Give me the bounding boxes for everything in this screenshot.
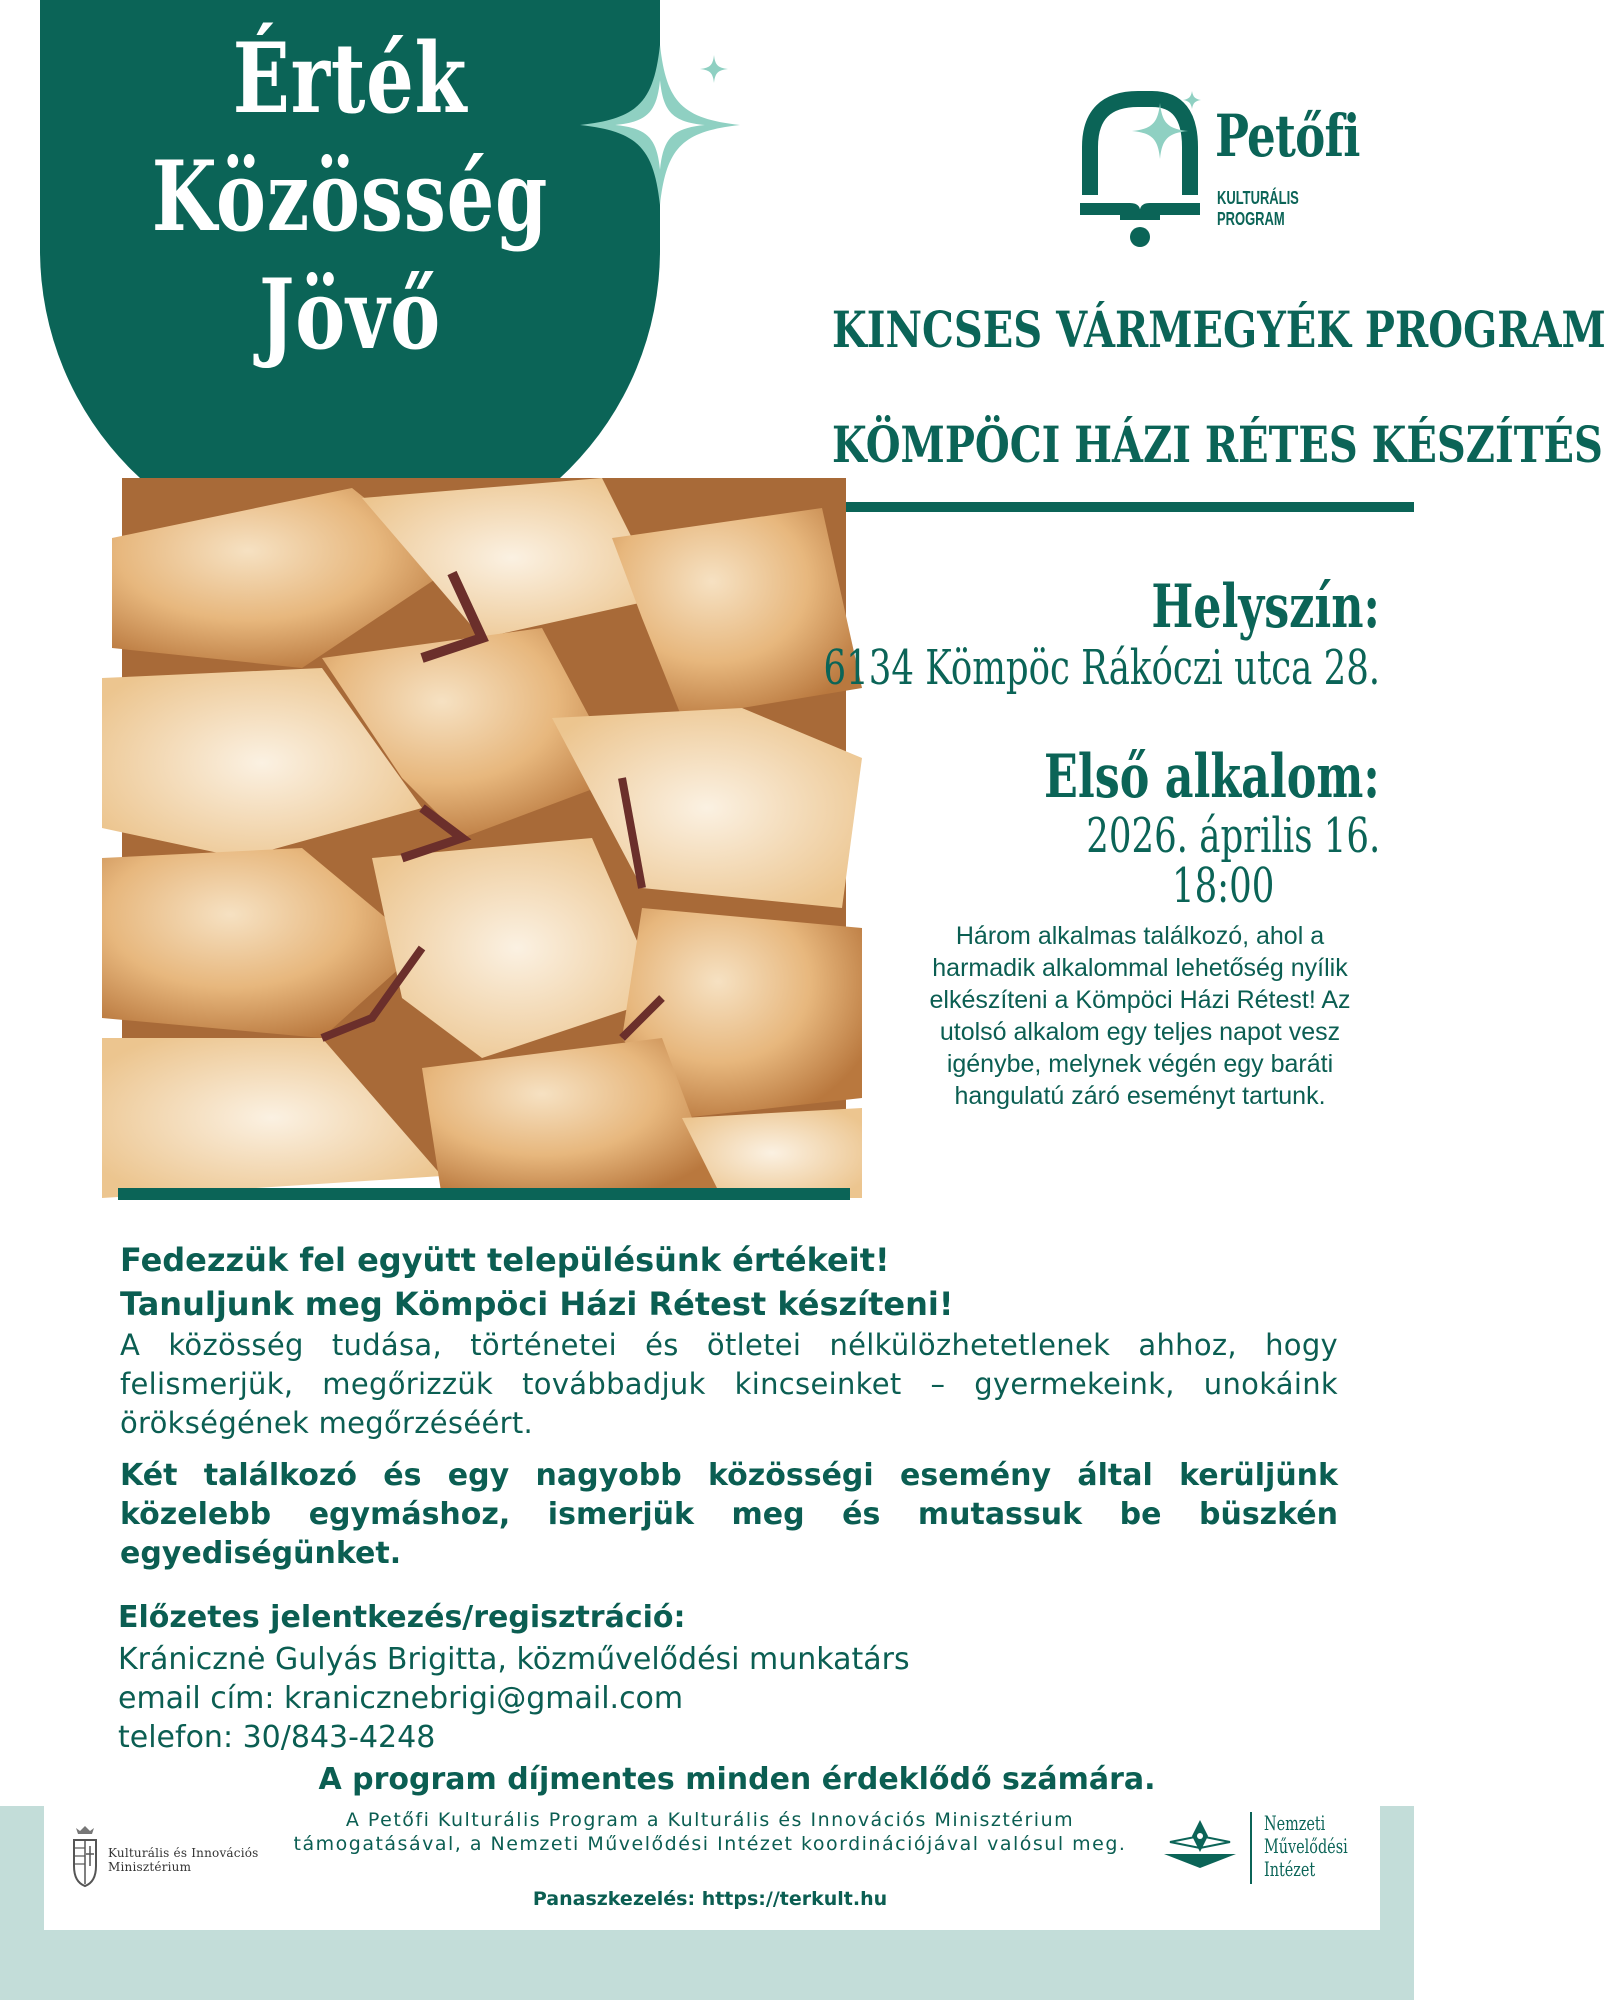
registration-email[interactable]: email cím: kranicznebrigi@gmail.com (118, 1681, 684, 1716)
event-title: KÖMPÖCI HÁZI RÉTES KÉSZÍTÉS (832, 415, 1603, 474)
motto (108, 20, 592, 374)
hungarian-crest-icon (70, 1826, 100, 1888)
nmi-name-line3: Intézet (1264, 1857, 1316, 1881)
motto-line-community: Közösség (151, 140, 549, 253)
nmi-name-line1: Nemzeti (1264, 1811, 1326, 1835)
lead-discover: Fedezzük fel együtt településünk értékeit! (120, 1241, 890, 1279)
complaint-link[interactable]: Panaszkezelés: https://terkult.hu (532, 1888, 888, 1910)
logo-subtitle: KULTURÁLIS PROGRAM (1217, 188, 1299, 229)
free-note: A program díjmentes minden érdeklődő számára. (318, 1762, 1156, 1797)
registration-phone[interactable]: telefon: 30/843-4248 (118, 1720, 436, 1755)
strudel-image (122, 478, 846, 1176)
footer-support-text: A Petőfi Kulturális Program a Kulturális és Innovációs Minisztérium támogatásával, a Nemzeti Művelődési Intézet koordinációjával valósul meg. (293, 1809, 1127, 1855)
location-address: 6134 Kömpöc Rákóczi utca 28. (823, 640, 1380, 696)
registration-heading: Előzetes jelentkezés/regisztráció: (118, 1600, 686, 1635)
event-description: Három alkalmas találkozó, ahol a harmadik alkalommal lehetőség nyílik elkészíteni a Kömpöci Házi Rétest! Az utolsó alkalom egy teljes napot vesz igénybe, melynek végén egy baráti hangulatú záró eseményt tartunk. (929, 922, 1351, 1110)
sparkle-small-icon (700, 55, 728, 83)
location-label: Helyszín: (1151, 572, 1380, 642)
body-paragraph-bold: Két találkozó és egy nagyobb közösségi esemény által kerüljünk közelebb egymáshoz, ismerjük meg és mutassuk be büszkén egyediségünket. (120, 1458, 1338, 1571)
first-occasion-date: 2026. április 16. (1086, 808, 1380, 864)
lead-learn: Tanuljunk meg Kömpöci Házi Rétest készíteni! (120, 1285, 954, 1323)
logo-name: Petőfi (1215, 102, 1360, 170)
first-occasion-label: Első alkalom: (1044, 742, 1380, 812)
strudel-photo (122, 478, 846, 1176)
nmi-name-line2: Művelődési (1264, 1834, 1348, 1858)
motto-line-value: Érték (232, 22, 468, 135)
nmi-name (1264, 1811, 1348, 1881)
nmi-logo-icon (1160, 1812, 1240, 1876)
motto-line-future: Jövő (259, 258, 441, 371)
photo-divider (118, 1188, 850, 1200)
ministry-name: Kulturális és Innovációs Minisztérium (108, 1846, 259, 1874)
body-paragraph: A közösség tudása, történetei és ötletei nélkülözhetetlenek ahhoz, hogy felismerjük, megőrizzük továbbadjuk kincseinket – gyermekeink, unokáink örökségének megőrzéséért. (120, 1328, 1338, 1440)
nmi-divider (1250, 1812, 1252, 1884)
program-title: KINCSES VÁRMEGYÉK PROGRAM (832, 300, 1606, 359)
registration-contact: Kránicznė Gulyás Brigitta, közművelődési munkatárs (118, 1642, 910, 1677)
first-occasion-time: 18:00 (1171, 858, 1274, 914)
title-divider (758, 502, 1414, 512)
